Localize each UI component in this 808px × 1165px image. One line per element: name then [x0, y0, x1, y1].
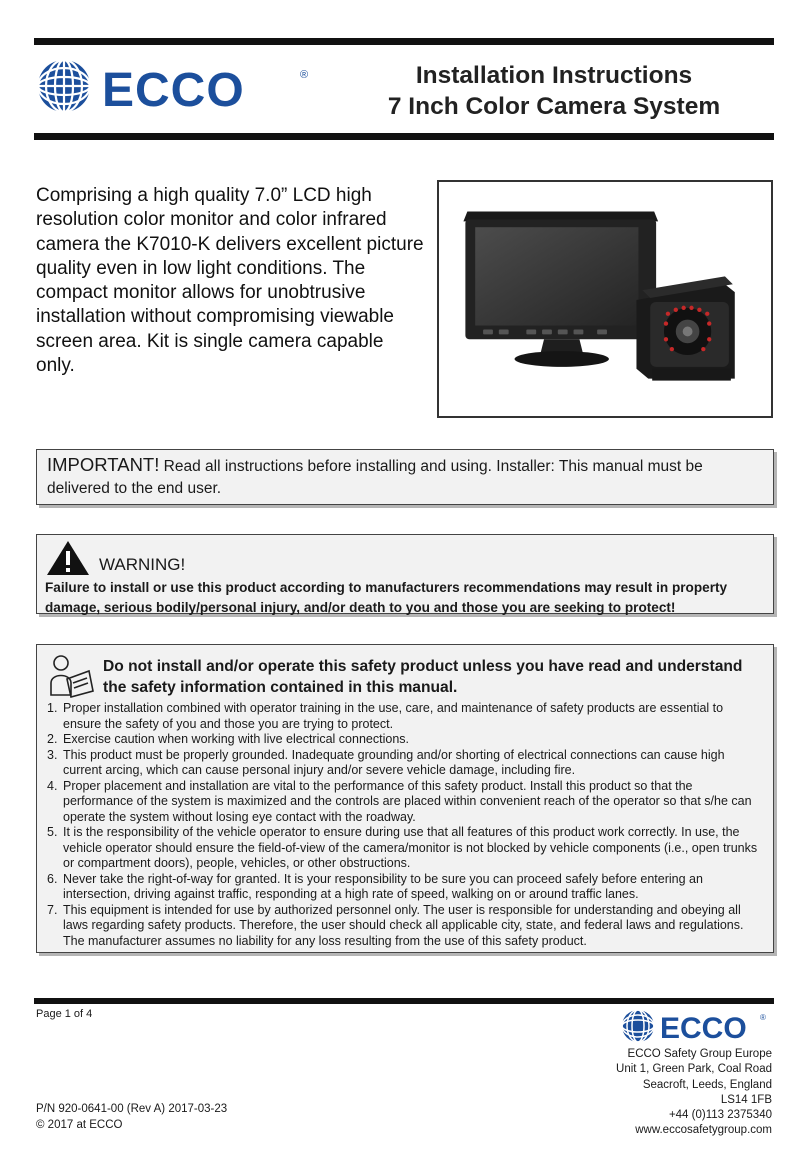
important-text: Read all instructions before installing and using. Installer: This manual must be delivered to the end user.: [47, 458, 703, 497]
warning-title: WARNING!: [99, 555, 186, 574]
list-item: 3. This product must be properly grounded. Inadequate grounding and/or shorting of electrical connections can cause high current arcing, which can cause personal injury and/or severe vehicle damage, including fire.: [47, 747, 725, 777]
monitor-camera-illustration: [439, 182, 771, 416]
top-rule: [34, 38, 774, 45]
part-number: P/N 920-0641-00 (Rev A) 2017-03-23: [36, 1103, 228, 1115]
document-title: [344, 60, 764, 122]
logo-wordmark: ECCO: [102, 64, 245, 114]
footer-logo-wordmark: ECCO: [660, 1012, 747, 1044]
part-number-block: [36, 1102, 227, 1133]
safety-title: Do not install and/or operate this safety product unless you have read and understand the safety information contained in this manual.: [103, 658, 743, 696]
list-item: 4. Proper placement and installation are vital to the performance of this safety product. Install this product so that the performance of the system is maximized and the controls are placed within convenient reach of the operator so that s/he can operate the system without losing eye contact with the roadway.: [47, 778, 752, 824]
footer-globe-icon: [622, 1010, 654, 1042]
globe-icon: [38, 60, 90, 112]
warning-notice: [36, 534, 774, 614]
warning-text: Failure to install or use this product according to manufacturers recommendations may result in property damage, serious bodily/personal injury, and/or death to you and those you are seeking to protect!: [45, 580, 728, 615]
company-address: ECCO Safety Group Europe Unit 1, Green Park, Coal Road Seacroft, Leeds, England LS14 1FB +44 (0)113 2375340 www.eccosafetygroup.com: [532, 1047, 772, 1139]
title-line-2: 7 Inch Color Camera System: [387, 93, 721, 120]
list-item: 6. Never take the right-of-way for granted. It is your responsibility to be sure you can proceed safely before entering an intersection, driving against traffic, responding at a high rate of speed, walking on or around traffic lanes.: [47, 871, 703, 901]
intro-paragraph: Comprising a high quality 7.0” LCD high resolution color monitor and color infrared camera the K7010-K delivers excellent picture quality even in low light conditions. The compact monitor allows for unobtrusive installation without compromising viewable screen area. Kit is single camera capable only.: [36, 185, 424, 377]
registered-mark: ®: [300, 69, 309, 81]
footer-ecco-logo: [620, 1008, 770, 1044]
website-link[interactable]: www.eccosafetygroup.com: [635, 1124, 772, 1137]
ecco-logo: [36, 58, 316, 114]
important-heading: IMPORTANT!: [47, 454, 160, 475]
title-line-1: Installation Instructions: [415, 62, 693, 89]
safety-list: [47, 701, 763, 949]
page-number: Page 1 of 4: [36, 1008, 93, 1020]
read-manual-icon: [47, 653, 95, 699]
important-notice: [36, 449, 774, 505]
product-photo: [437, 180, 773, 418]
header-rule: [34, 133, 774, 140]
safety-information: [36, 644, 774, 953]
footer-registered-mark: ®: [760, 1013, 766, 1022]
copyright: © 2017 at ECCO: [36, 1118, 123, 1131]
warning-triangle-icon: [45, 539, 91, 577]
list-item: 1. Proper installation combined with operator training in the use, care, and maintenance of safety products are essential to ensure the safety of you and those you are trying to protect.: [47, 701, 724, 731]
list-item: 7. This equipment is intended for use by authorized personnel only. The user is responsible for understanding and obeying all laws regarding safety products. Therefore, the user should check all applicable city, state, and federal laws and regulations. The manufacturer assumes no liability for any loss resulting from the use of this safety product.: [47, 902, 744, 948]
list-item: 5. It is the responsibility of the vehicle operator to ensure during use that all features of this product work correctly. In use, the vehicle operator should ensure the field-of-view of the camera/monitor is not blocked by vehicle components (i.e., open trunks or compartment doors), people, vehicles, or other obstructions.: [47, 825, 758, 870]
list-item: 2. Exercise caution when working with live electrical connections.: [47, 732, 409, 746]
footer-rule: [34, 998, 774, 1004]
